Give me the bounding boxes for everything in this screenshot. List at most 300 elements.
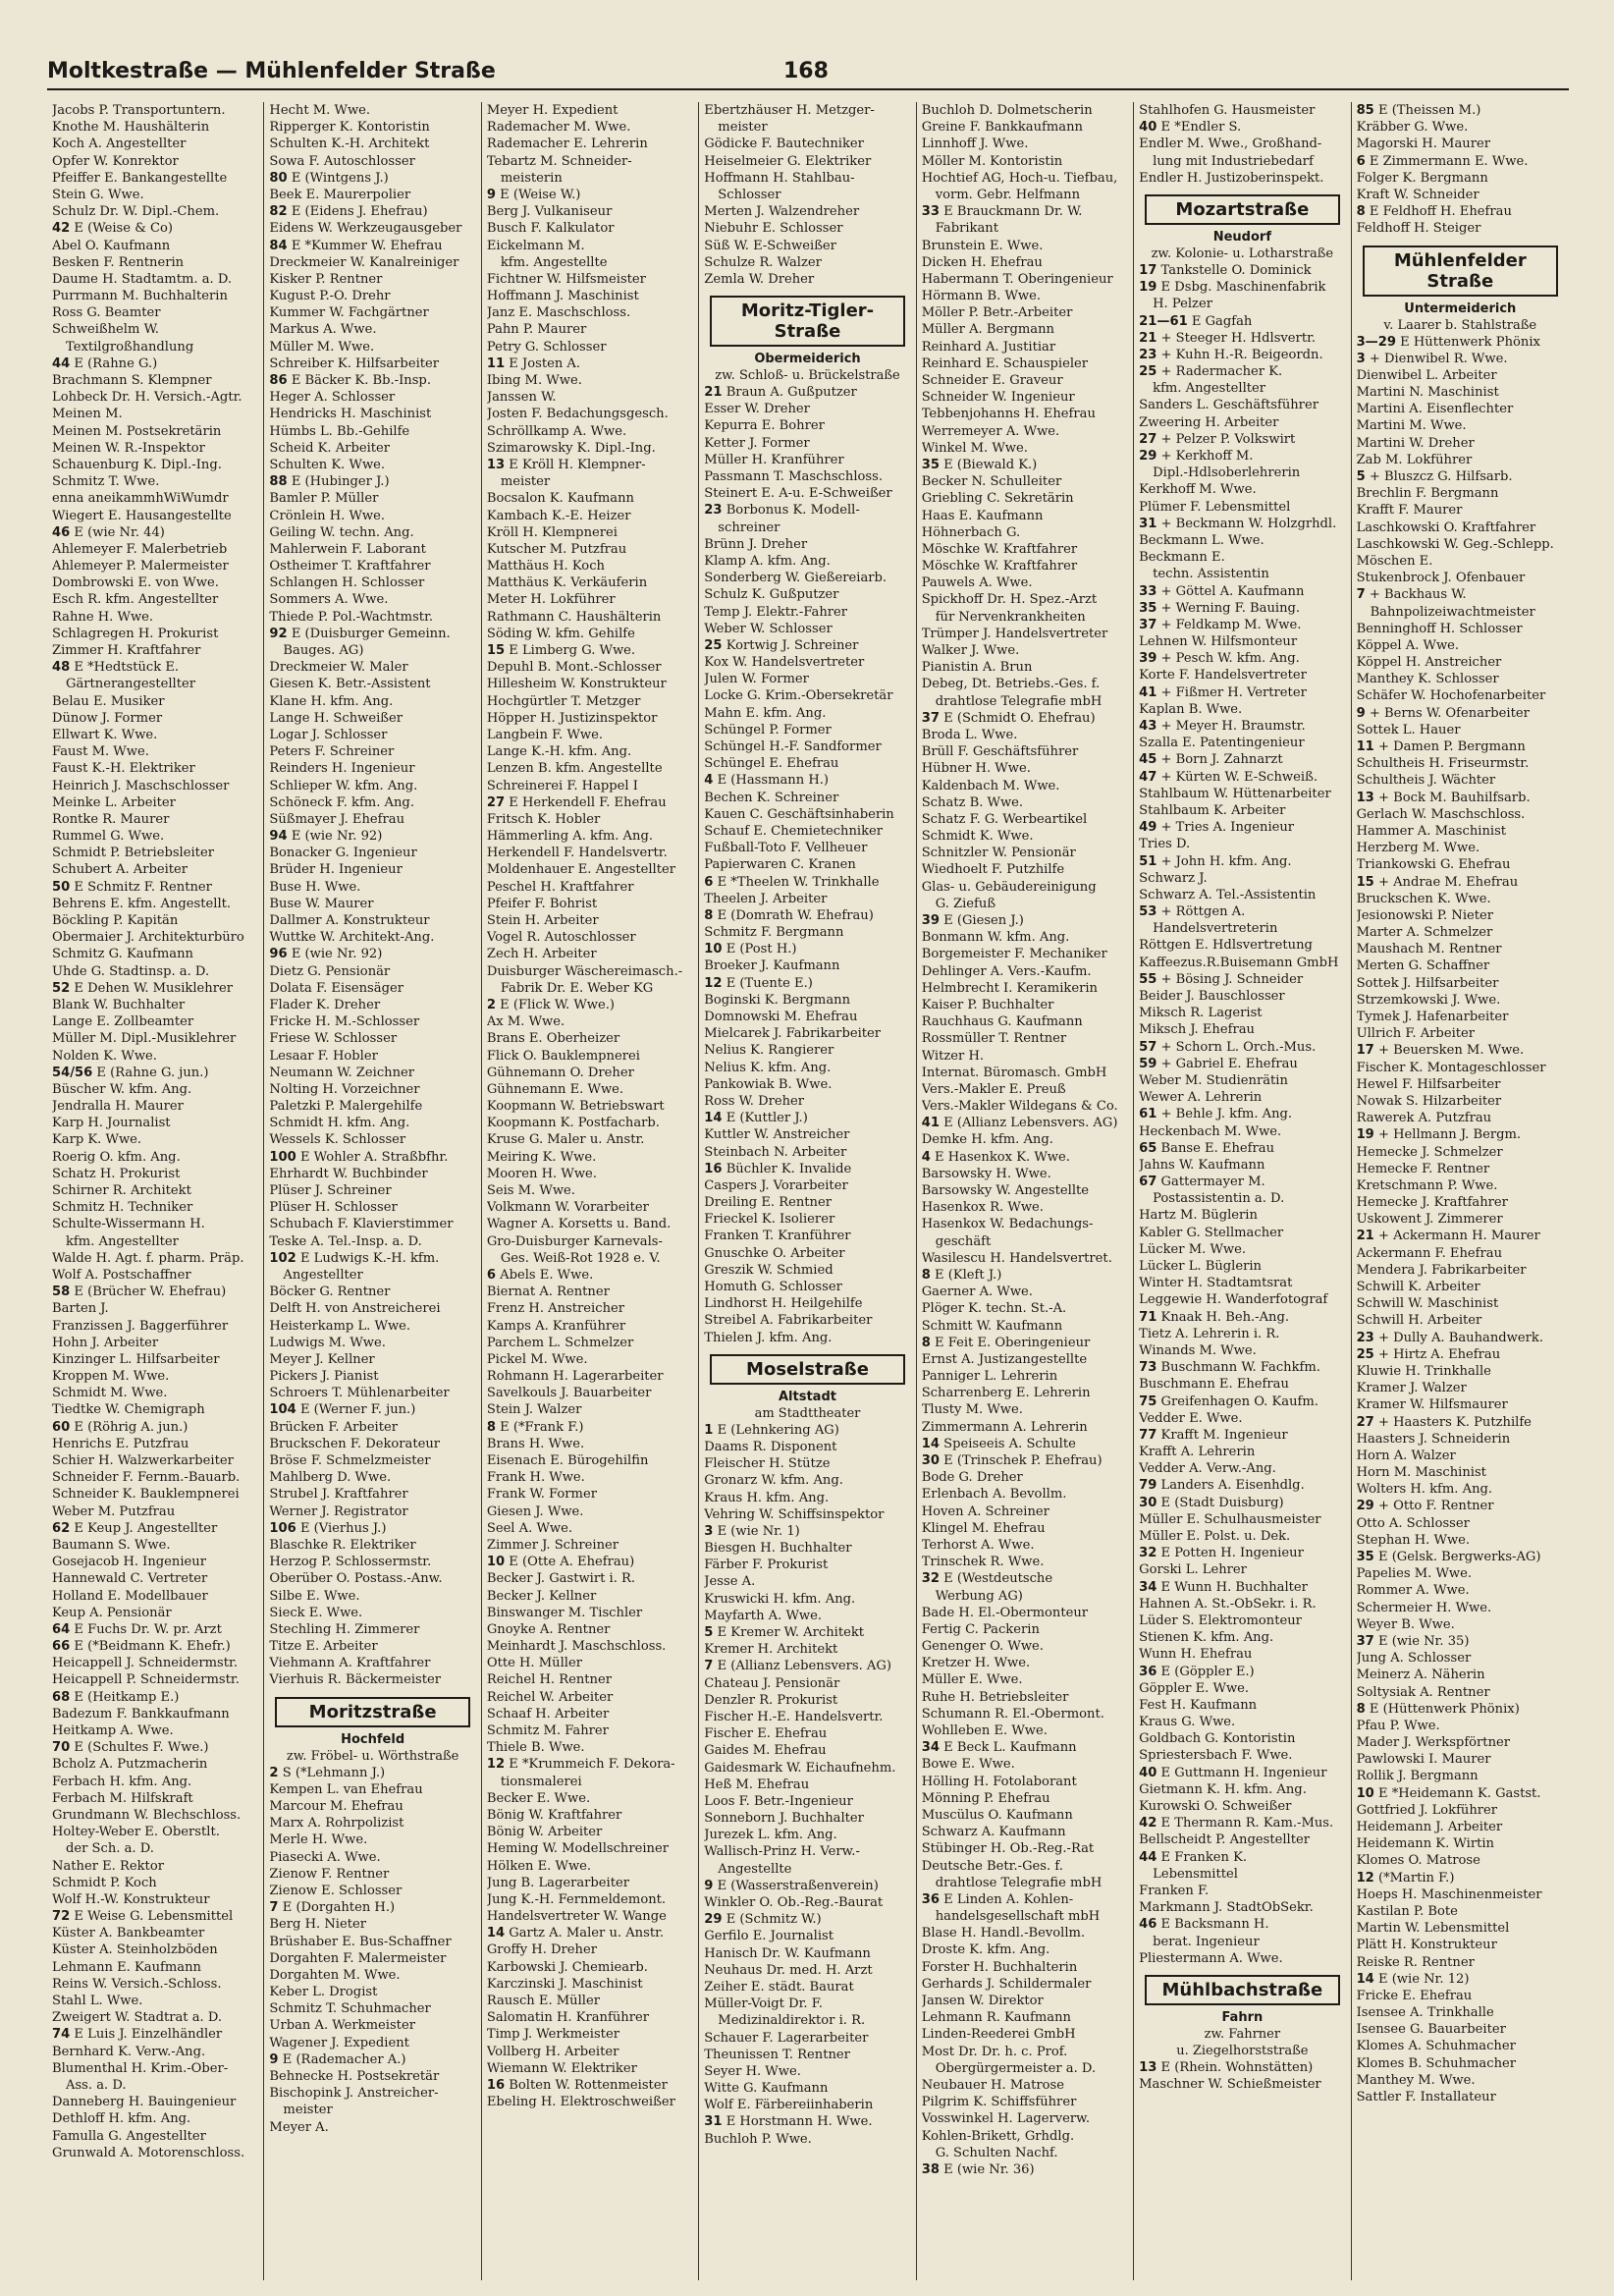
directory-entry [52, 1182, 258, 1199]
entry-text: Dolata F. Eisensäger [269, 980, 404, 996]
entry-text: Knaak H. Beh.-Ang. [1160, 1309, 1290, 1325]
entry-text: Lenzen B. kfm. Angestellte [486, 761, 663, 777]
entry-text: Baumann S. Wwe. [52, 1537, 171, 1553]
entry-text: Kraft W. Schneider [1356, 187, 1480, 202]
entry-text: Kretschmann P. Wwe. [1356, 1177, 1498, 1193]
directory-entry [922, 1486, 1128, 1503]
directory-entry [922, 743, 1128, 760]
entry-text: Meinen W. R.-Inspektor [52, 440, 205, 456]
directory-entry [1357, 1751, 1564, 1768]
house-number: 58 [52, 1285, 71, 1300]
entry-text: Piasecki A. Wwe. [269, 1849, 381, 1865]
directory-entry [922, 1638, 1128, 1655]
entry-text: Weyer B. Wwe. [1356, 1616, 1455, 1632]
entry-text: Deutsche Betr.-Ges. f. [921, 1858, 1063, 1874]
directory-entry [269, 2085, 475, 2102]
directory-entry [487, 1621, 693, 1638]
directory-entry [704, 2063, 910, 2080]
entry-text: E (wie Nr. 92) [291, 829, 383, 845]
directory-entry [269, 626, 475, 642]
house-number: 34 [1139, 1579, 1157, 1595]
entry-text: Savelkouls J. Bauarbeiter [486, 1386, 652, 1401]
entry-text: Wasilescu H. Handelsvertret. [921, 1250, 1112, 1266]
directory-entry [269, 676, 475, 692]
directory-entry [1139, 600, 1345, 617]
directory-entry [52, 1098, 258, 1115]
entry-text: Gärtnerangestellter [66, 677, 195, 692]
directory-entry [269, 1401, 475, 1418]
directory-entry [269, 1503, 475, 1520]
entry-text: Kruse G. Maler u. Anstr. [486, 1132, 645, 1148]
entry-text: Manthey M. Wwe. [1356, 2072, 1476, 2088]
directory-entry [269, 1765, 475, 1781]
directory-entry [487, 1756, 693, 1773]
entry-text: Wiegert E. Hausangestellte [52, 508, 232, 523]
entry-text: E (wie Nr. 35) [1377, 1633, 1470, 1649]
entry-text: Lebensmittel [1153, 1866, 1238, 1882]
directory-entry [922, 1875, 1128, 1891]
directory-entry [487, 1605, 693, 1621]
entry-text: + Bluszcz G. Hilfsarb. [1369, 469, 1513, 484]
entry-text: Daume H. Stadtamtm. a. D. [52, 271, 233, 287]
house-number: 16 [704, 1161, 723, 1176]
directory-entry [1139, 1883, 1345, 1899]
directory-entry [922, 1790, 1128, 1807]
directory-entry [704, 2097, 910, 2113]
directory-entry [1357, 1076, 1564, 1093]
entry-text: Panniger L. Lehrerin [921, 1369, 1058, 1385]
directory-entry [1357, 334, 1564, 351]
entry-text: Rawerek A. Putzfrau [1356, 1111, 1492, 1126]
house-number: 44 [52, 355, 71, 371]
directory-entry [1357, 2021, 1564, 2038]
entry-text: Ahlemeyer F. Malerbetrieb [52, 541, 228, 557]
house-number: 9 [704, 1878, 714, 1893]
directory-entry [487, 1840, 693, 1857]
entry-text: Brechlin F. Bergmann [1356, 486, 1499, 502]
entry-text: + Steeger H. Hdlsvertr. [1160, 330, 1317, 346]
directory-entry [269, 1831, 475, 1848]
directory-entry [269, 153, 475, 170]
entry-text: Schultheis H. Friseurmstr. [1356, 756, 1530, 772]
directory-entry [1139, 1697, 1345, 1714]
entry-text: Meyer A. [269, 2119, 329, 2135]
directory-entry [1139, 971, 1345, 988]
entry-text: Miksch R. Lagerist [1139, 1006, 1263, 1021]
entry-text: Dietz G. Pensionär [269, 963, 391, 979]
entry-text: E Keup J. Angestellter [74, 1520, 218, 1536]
entry-text: Ibing M. Wwe. [486, 373, 582, 388]
entry-text: Reichel W. Arbeiter [486, 1689, 614, 1705]
entry-text: Jurezek L. kfm. Ang. [704, 1828, 837, 1843]
directory-entry [487, 1959, 693, 1976]
house-number: 75 [1139, 1394, 1157, 1409]
directory-entry [1139, 1528, 1345, 1545]
entry-text: Wolf A. Postschaffner [52, 1267, 191, 1283]
entry-text: Broeker J. Kaufmann [704, 958, 840, 974]
directory-entry [922, 1267, 1128, 1284]
house-number: 106 [269, 1520, 296, 1536]
directory-entry [1139, 1477, 1345, 1494]
house-number: 16 [486, 2077, 506, 2093]
directory-entry [487, 1537, 693, 1554]
directory-entry [269, 1849, 475, 1866]
entry-text: Schöneck F. kfm. Ang. [269, 794, 414, 810]
directory-entry [269, 1199, 475, 1216]
directory-entry [922, 710, 1128, 727]
entry-text: Trümper J. Handelsvertreter [921, 626, 1108, 641]
house-number: 17 [1356, 1043, 1374, 1059]
directory-entry [487, 321, 693, 338]
entry-text: Genenger O. Wwe. [921, 1639, 1044, 1655]
directory-entry [704, 2080, 910, 2097]
directory-entry [1357, 485, 1564, 502]
entry-text: Merten J. Walzendreher [704, 204, 860, 220]
directory-entry [1139, 853, 1345, 870]
directory-entry [269, 1115, 475, 1131]
directory-entry [922, 778, 1128, 794]
directory-entry [487, 1233, 693, 1250]
entry-text: E Dehen W. Musiklehrer [74, 980, 233, 996]
directory-entry [52, 1739, 258, 1756]
entry-text: Bruckschen K. Wwe. [1356, 891, 1491, 906]
entry-text: Stübinger H. Ob.-Reg.-Rat [921, 1841, 1095, 1857]
entry-text: Rummel G. Wwe. [52, 829, 165, 845]
house-number: 33 [921, 204, 940, 220]
entry-text: Hoffmann J. Maschinist [486, 289, 639, 304]
directory-entry [1357, 1110, 1564, 1126]
directory-entry [704, 119, 910, 136]
entry-text: Rohmann H. Lagerarbeiter [486, 1369, 664, 1385]
district-name: Neudorf [1212, 229, 1271, 245]
entry-text: Winkel M. Wwe. [921, 440, 1028, 456]
directory-entry [1357, 119, 1564, 136]
directory-entry [52, 828, 258, 845]
directory-entry [52, 119, 258, 136]
directory-entry [269, 1984, 475, 2000]
house-number: 27 [486, 794, 506, 810]
entry-text: Klomes A. Schuhmacher [1356, 2039, 1516, 2054]
entry-text: Kaffeezus.R.Buisemann GmbH [1139, 955, 1339, 970]
entry-text: Forster H. Buchhalterin [921, 1959, 1078, 1975]
entry-text: Uskowent J. Zimmerer [1356, 1212, 1503, 1228]
entry-text: Otto A. Schlosser [1356, 1515, 1470, 1531]
directory-entry [52, 642, 258, 659]
entry-text: Jendralla H. Maurer [52, 1099, 184, 1115]
directory-entry [52, 1605, 258, 1621]
entry-text: E Hüttenwerk Phönix [1400, 334, 1540, 350]
directory-entry [704, 637, 910, 654]
directory-entry [1357, 654, 1564, 671]
entry-text: Hemecke F. Rentner [1356, 1161, 1490, 1176]
directory-entry [922, 1166, 1128, 1182]
entry-text: Papierwaren C. Kranen [704, 857, 856, 873]
house-number: 8 [921, 1335, 931, 1350]
entry-text: Mielcarek J. Fabrikarbeiter [704, 1026, 882, 1042]
directory-entry [1139, 920, 1345, 937]
directory-entry [1357, 1684, 1564, 1701]
entry-text: Vedder E. Wwe. [1139, 1410, 1243, 1426]
entry-text: Vedder A. Verw.-Ang. [1139, 1461, 1276, 1477]
entry-text: E Josten A. [509, 355, 581, 371]
directory-entry [487, 187, 693, 203]
entry-text: Schröllkamp A. Wwe. [486, 423, 627, 439]
directory-entry [922, 1368, 1128, 1385]
entry-text: Blase H. Handl.-Bevollm. [921, 1926, 1086, 1941]
directory-entry [704, 1810, 910, 1827]
entry-text: Müller H. Kranführer [704, 452, 844, 467]
directory-entry [1357, 1565, 1564, 1582]
house-number: 4 [921, 1149, 931, 1165]
house-number: 68 [52, 1689, 71, 1705]
entry-text: Ahlemeyer P. Malermeister [52, 559, 229, 574]
entry-text: Hoffmann H. Stahlbau- [704, 170, 855, 186]
entry-text: Dorgahten F. Malermeister [269, 1950, 447, 1966]
entry-text: Loos F. Betr.-Ingenieur [704, 1793, 853, 1809]
directory-entry [269, 2017, 475, 2034]
directory-entry [52, 861, 258, 878]
entry-text: Brüshaber E. Bus-Schaffner [269, 1934, 452, 1949]
house-number: 47 [1139, 769, 1157, 785]
directory-entry [704, 1076, 910, 1093]
directory-entry [487, 1368, 693, 1385]
column-2 [264, 102, 481, 2280]
directory-entry [922, 1436, 1128, 1452]
entry-text: E (wie Nr. 92) [291, 947, 383, 962]
directory-entry [269, 727, 475, 743]
directory-entry [1357, 1903, 1564, 1920]
directory-entry [1139, 1342, 1345, 1359]
entry-text: Maschner W. Schießmeister [1139, 2077, 1321, 2093]
entry-text: E (Otte A. Ehefrau) [509, 1555, 635, 1570]
directory-entry [52, 1959, 258, 1976]
entry-text: Gronarz W. kfm. Ang. [704, 1473, 843, 1489]
directory-entry [704, 1472, 910, 1489]
entry-text: Schmitz T. Wwe. [52, 474, 160, 490]
house-number: 42 [1139, 1816, 1157, 1831]
entry-text: kfm. Angestellte [500, 254, 608, 270]
entry-text: Keber L. Drogist [269, 1985, 378, 2000]
directory-entry [704, 435, 910, 452]
directory-entry [1357, 452, 1564, 468]
entry-text: Hammer A. Maschinist [1356, 823, 1507, 839]
entry-text: Obermaier J. Architekturbüro [52, 930, 244, 946]
entry-text: Kauen C. Geschäftsinhaberin [704, 806, 894, 822]
entry-text: Titze E. Arbeiter [269, 1639, 378, 1655]
entry-text: Behnecke H. Postsekretär [269, 2069, 440, 2084]
directory-entry [1139, 1815, 1345, 1831]
directory-entry [704, 1312, 910, 1329]
directory-entry [269, 1638, 475, 1655]
entry-text: Schultheis J. Wächter [1356, 773, 1496, 789]
house-number: 3 [1356, 351, 1366, 366]
entry-text: Lange K.-H. kfm. Ang. [486, 744, 632, 760]
entry-text: Schmidt P. Betriebsleiter [52, 846, 214, 861]
entry-text: Schwarz A. Kaufmann [921, 1825, 1066, 1840]
entry-text: Höhnerbach G. [921, 524, 1021, 540]
entry-text: Meyer H. Expedient [486, 103, 619, 118]
house-number: 5 [1356, 469, 1366, 484]
directory-entry [269, 238, 475, 254]
entry-text: Mahn E. kfm. Ang. [704, 705, 827, 721]
house-number: 35 [921, 457, 940, 472]
directory-entry [1139, 549, 1345, 566]
directory-entry [922, 1706, 1128, 1722]
entry-text: E (Allianz Lebensvers. AG) [717, 1659, 891, 1674]
directory-entry [52, 1335, 258, 1351]
house-number: 25 [1356, 1346, 1374, 1362]
entry-text: Schulten K.-H. Architekt [269, 137, 430, 152]
directory-entry [487, 946, 693, 962]
entry-text: Fleischer H. Stütze [704, 1456, 831, 1472]
directory-entry [487, 811, 693, 828]
entry-text: + Fißmer H. Vertreter [1160, 684, 1307, 700]
directory-entry [269, 1250, 475, 1267]
directory-entry [704, 452, 910, 468]
directory-entry [922, 271, 1128, 288]
entry-text: Schreinerei F. Happel I [486, 778, 638, 793]
directory-entry [1357, 1835, 1564, 1852]
entry-text: E Brauckmann Dr. W. [943, 204, 1083, 220]
directory-entry [704, 586, 910, 603]
directory-entry [922, 1588, 1128, 1605]
directory-entry [52, 2077, 258, 2094]
directory-entry [922, 1115, 1128, 1131]
entry-text: E (Hüttenwerk Phönix) [1369, 1701, 1520, 1717]
entry-text: Horn M. Maschinist [1356, 1465, 1486, 1481]
entry-text: Reinhard E. Schauspieler [921, 355, 1089, 371]
directory-entry [704, 1228, 910, 1244]
entry-text: kfm. Angestellter [1153, 381, 1266, 397]
entry-text: Weber M. Putzfrau [52, 1503, 176, 1519]
entry-text: Vehring W. Schiffsinspektor [704, 1506, 885, 1522]
entry-text: Stephan H. Wwe. [1356, 1532, 1471, 1548]
entry-text: Horn A. Walzer [1356, 1448, 1456, 1463]
entry-text: schreiner [718, 519, 780, 535]
directory-entry [487, 1284, 693, 1300]
directory-entry [922, 1351, 1128, 1368]
entry-text: Dreckmeier W. Kanalreiniger [269, 254, 459, 270]
entry-text: Meter H. Lokführer [486, 592, 616, 608]
directory-entry [922, 220, 1128, 237]
directory-entry [269, 1436, 475, 1452]
directory-entry [1357, 722, 1564, 738]
entry-text: Fabrik Dr. E. Weber KG [500, 980, 654, 996]
directory-entry [1139, 1039, 1345, 1056]
entry-text: E Backsmann H. [1160, 1917, 1269, 1933]
entry-text: + Kuhn H.-R. Beigeordn. [1160, 347, 1323, 362]
entry-text: + Andrae M. Ehefrau [1377, 874, 1519, 890]
entry-text: Abel O. Kaufmann [52, 238, 171, 253]
entry-text: Barsowsky H. Wwe. [921, 1166, 1051, 1181]
house-number: 46 [52, 524, 71, 540]
directory-entry [704, 536, 910, 553]
directory-entry [922, 2077, 1128, 2094]
directory-entry [487, 1199, 693, 1216]
directory-entry [52, 2026, 258, 2043]
entry-text: Tankstelle O. Dominick [1160, 262, 1312, 278]
directory-entry [487, 508, 693, 524]
street-location-note: zw. Kolonie- u. Lotharstraße [1151, 246, 1334, 261]
directory-entry [269, 794, 475, 811]
entry-text: Franken T. Kranführer [704, 1229, 851, 1244]
house-number: 2 [486, 997, 496, 1012]
directory-entry [1357, 975, 1564, 992]
house-number: 85 [1356, 103, 1374, 118]
directory-entry [52, 710, 258, 727]
entry-text: Debeg, Dt. Betriebs.-Ges. f. [921, 677, 1101, 692]
directory-entry [1357, 2089, 1564, 2105]
directory-entry [1357, 1971, 1564, 1988]
house-number: 79 [1139, 1478, 1157, 1494]
directory-entry [1139, 1545, 1345, 1561]
entry-text: Griebling C. Sekretärin [921, 491, 1074, 507]
entry-text: Soltysiak A. Rentner [1356, 1684, 1490, 1700]
entry-text: Folger K. Bergmann [1356, 170, 1488, 186]
entry-text: Pickel M. Wwe. [486, 1351, 588, 1367]
entry-text: Gerhards J. Schildermaler [921, 1976, 1092, 1992]
entry-text: Mahlerwein F. Laborant [269, 541, 426, 557]
entry-text: Giesen K. Betr.-Assistent [269, 677, 431, 692]
directory-entry [269, 1815, 475, 1831]
directory-entry [487, 271, 693, 288]
entry-text: Triankowski G. Ehefrau [1356, 857, 1511, 873]
directory-entry [1357, 687, 1564, 704]
entry-text: Schier H. Walzwerkarbeiter [52, 1453, 234, 1468]
directory-entry [269, 2035, 475, 2051]
entry-text: + Schorn L. Orch.-Mus. [1160, 1039, 1317, 1055]
street-heading: Mühlbachstraße [1145, 1975, 1339, 2005]
directory-entry [1139, 1394, 1345, 1410]
entry-text: Weber W. Schlosser [704, 621, 833, 636]
entry-text: Karp H. Journalist [52, 1116, 171, 1131]
house-number: 6 [486, 1267, 496, 1283]
entry-text: Kummer W. Fachgärtner [269, 305, 429, 321]
entry-text: Silbe E. Wwe. [269, 1588, 360, 1604]
entry-text: E (Allianz Lebensvers. AG) [943, 1116, 1118, 1131]
directory-entry [1357, 102, 1564, 119]
entry-text: Viehmann A. Kraftfahrer [269, 1656, 431, 1671]
directory-entry [922, 457, 1128, 473]
directory-entry [52, 2145, 258, 2161]
directory-entry [1139, 667, 1345, 683]
directory-entry [1139, 1596, 1345, 1613]
page-number: 168 [783, 59, 829, 83]
entry-text: E Linden A. Kohlen- [943, 1891, 1074, 1907]
directory-entry [487, 558, 693, 574]
entry-text: + Pelzer P. Volkswirt [1160, 431, 1296, 447]
entry-text: Hecht M. Wwe. [269, 103, 371, 118]
directory-entry [922, 1959, 1128, 1976]
entry-text: Brücken F. Arbeiter [269, 1419, 399, 1435]
entry-text: Schneider E. Graveur [921, 373, 1063, 388]
directory-entry [52, 912, 258, 929]
entry-text: Behrens E. kfm. Angestellt. [52, 896, 232, 911]
entry-text: + Damen P. Bergmann [1377, 739, 1526, 754]
entry-text: Schirner R. Architekt [52, 1183, 191, 1198]
directory-entry [269, 1934, 475, 1950]
directory-entry [1357, 1228, 1564, 1244]
house-number: 15 [1356, 874, 1374, 890]
directory-entry [487, 1065, 693, 1081]
directory-entry [269, 997, 475, 1013]
entry-text: Hölken E. Wwe. [486, 1858, 592, 1874]
directory-entry [52, 2110, 258, 2127]
directory-entry [487, 1335, 693, 1351]
directory-entry [52, 1554, 258, 1570]
entry-text: Bamler P. Müller [269, 491, 379, 507]
entry-text: Ferbach M. Hilfskraft [52, 1790, 193, 1806]
